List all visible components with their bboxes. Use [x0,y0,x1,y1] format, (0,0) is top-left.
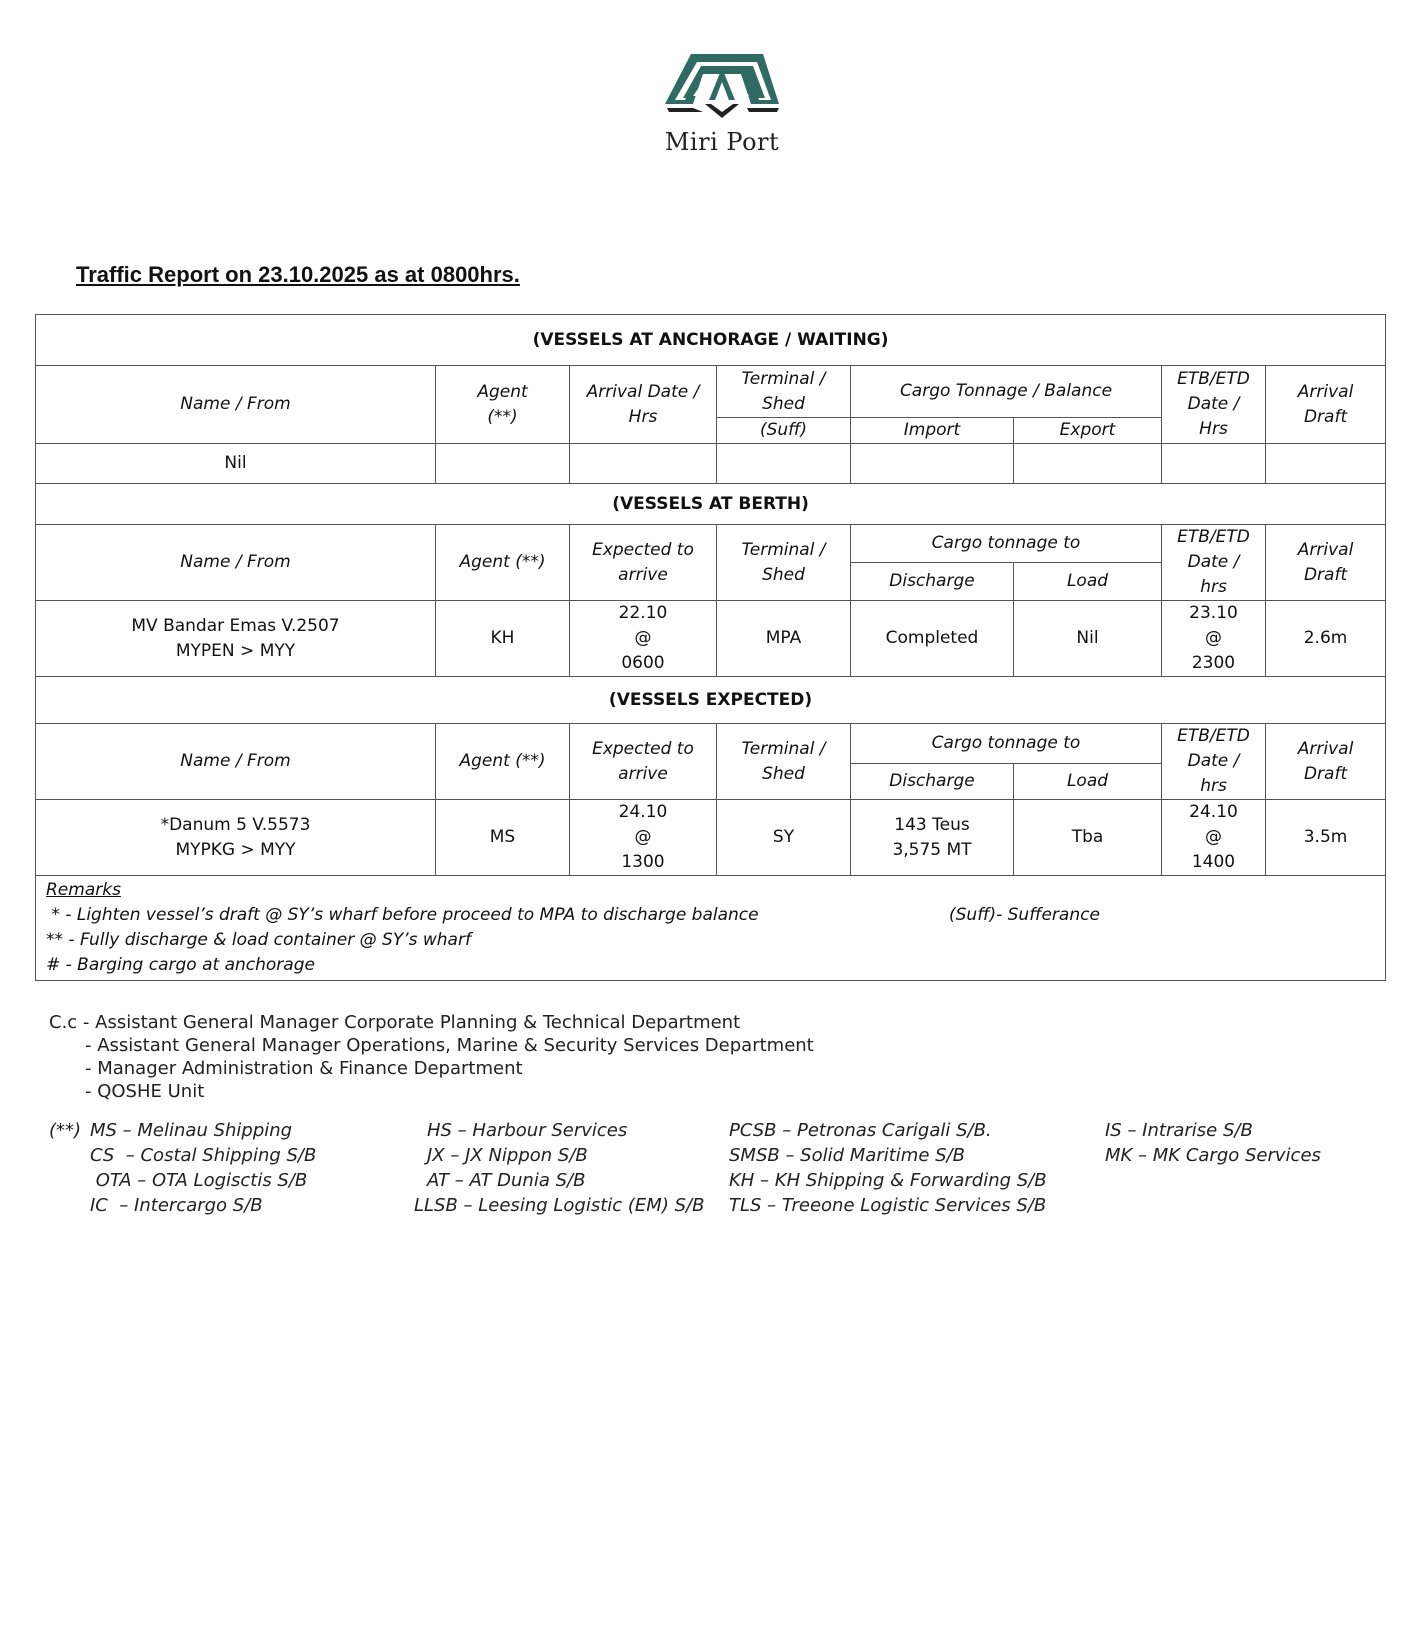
cell-draft [1266,444,1386,484]
remark-line: * - Lighten vessel’s draft @ SY’s wharf before proceed to MPA to discharge balance [46,905,759,925]
header-name-from: Name / From [36,366,436,444]
header-cargo: Cargo Tonnage / Balance [851,366,1162,418]
section-expected-title: (VESSELS EXPECTED) [36,677,1386,724]
logo-text: Miri Port [664,128,780,156]
cc-line: C.c - Assistant General Manager Corporate Planning & Technical Department [49,1012,741,1033]
cell-terminal: SY [717,800,851,876]
table-row [36,601,1386,677]
header-draft: Arrival Draft [1266,525,1386,601]
agents-prefix: (**) [49,1120,82,1141]
agent-entry: KH – KH Shipping & Forwarding S/B [729,1170,1047,1191]
section-anchorage-title: (VESSELS AT ANCHORAGE / WAITING) [36,315,1386,366]
cell-terminal [717,444,851,484]
cell-draft: 2.6m [1266,601,1386,677]
header-agent: Agent (**) [436,366,570,444]
header-draft: Arrival Draft [1266,366,1386,444]
cell-expected: 24.10 @ 1300 [570,800,717,876]
cell-load: Tba [1014,800,1162,876]
header-name-from: Name / From [36,525,436,601]
agent-entry: LLSB – Leesing Logistic (EM) S/B [414,1195,705,1216]
report-title: Traffic Report on 23.10.2025 as at 0800hrs. [76,262,520,287]
cc-line: - Assistant General Manager Operations, Marine & Security Services Department [85,1035,814,1056]
agent-entry: TLS – Treeone Logistic Services S/B [729,1195,1047,1216]
cell-terminal: MPA [717,601,851,677]
table-row [36,444,1386,484]
miri-port-logo [663,52,781,160]
agent-entry: HS – Harbour Services [427,1120,628,1141]
header-expected: Expected to arrive [570,525,717,601]
cell-name: Nil [36,444,436,484]
agent-entry: SMSB – Solid Maritime S/B [729,1145,965,1166]
cc-list [49,1011,814,1103]
header-etb: ETB/ETD Date / hrs [1162,525,1266,601]
agent-entry: CS – Costal Shipping S/B [90,1145,317,1166]
header-expected: Expected to arrive [570,724,717,800]
header-etb: ETB/ETD Date / hrs [1162,724,1266,800]
cell-import [851,444,1014,484]
cell-agent: MS [436,800,570,876]
cell-expected: 22.10 @ 0600 [570,601,717,677]
agent-entry: IS – Intrarise S/B [1105,1120,1253,1141]
remark-line: ** - Fully discharge & load container @ SY’s wharf [46,930,471,950]
agent-entry: MK – MK Cargo Services [1105,1145,1321,1166]
header-agent: Agent (**) [436,525,570,601]
cell-name-route: MV Bandar Emas V.2507 MYPEN > MYY [36,601,436,677]
cell-name-route: *Danum 5 V.5573 MYPKG > MYY [36,800,436,876]
header-terminal-suff: (Suff) [717,418,851,444]
cc-line: - QOSHE Unit [85,1081,205,1102]
agents-column-1 [90,1118,316,1218]
header-import: Import [851,418,1014,444]
cell-arrival [570,444,717,484]
header-etb: ETB/ETD Date / Hrs [1162,366,1266,444]
cell-agent: KH [436,601,570,677]
remarks-section [36,876,1386,981]
agents-column-2 [414,1118,704,1218]
remarks-title: Remarks [46,880,121,900]
cell-discharge: 143 Teus 3,575 MT [851,800,1014,876]
header-terminal: Terminal / Shed [717,724,851,800]
header-discharge: Discharge [851,563,1014,601]
header-discharge: Discharge [851,764,1014,800]
header-terminal: Terminal / Shed [717,366,851,418]
agent-entry: IC – Intercargo S/B [90,1195,263,1216]
header-name-from: Name / From [36,724,436,800]
header-cargo: Cargo tonnage to [851,525,1162,563]
cell-load: Nil [1014,601,1162,677]
agent-entry: MS – Melinau Shipping [90,1120,293,1141]
agents-column-3 [729,1118,1047,1218]
cell-etb: 23.10 @ 2300 [1162,601,1266,677]
cc-line: - Manager Administration & Finance Department [85,1058,523,1079]
cell-export [1014,444,1162,484]
header-export: Export [1014,418,1162,444]
header-draft: Arrival Draft [1266,724,1386,800]
header-cargo: Cargo tonnage to [851,724,1162,764]
cell-etb: 24.10 @ 1400 [1162,800,1266,876]
agent-entry: JX – JX Nippon S/B [427,1145,588,1166]
header-load: Load [1014,563,1162,601]
miri-port-logo-icon [663,52,781,124]
cell-draft: 3.5m [1266,800,1386,876]
section-berth-title: (VESSELS AT BERTH) [36,484,1386,525]
agent-entry: AT – AT Dunia S/B [427,1170,586,1191]
cell-etb [1162,444,1266,484]
remark-line: # - Barging cargo at anchorage [46,955,315,975]
header-terminal: Terminal / Shed [717,525,851,601]
cell-agent [436,444,570,484]
agent-entry: PCSB – Petronas Carigali S/B. [729,1120,992,1141]
agents-column-4 [1105,1118,1321,1168]
header-arrival: Arrival Date / Hrs [570,366,717,444]
header-agent: Agent (**) [436,724,570,800]
traffic-report-table [35,314,1386,981]
table-row [36,800,1386,876]
cell-discharge: Completed [851,601,1014,677]
agent-entry: OTA – OTA Logisctis S/B [90,1170,308,1191]
suff-note: (Suff)- Sufferance [949,905,1100,925]
header-load: Load [1014,764,1162,800]
